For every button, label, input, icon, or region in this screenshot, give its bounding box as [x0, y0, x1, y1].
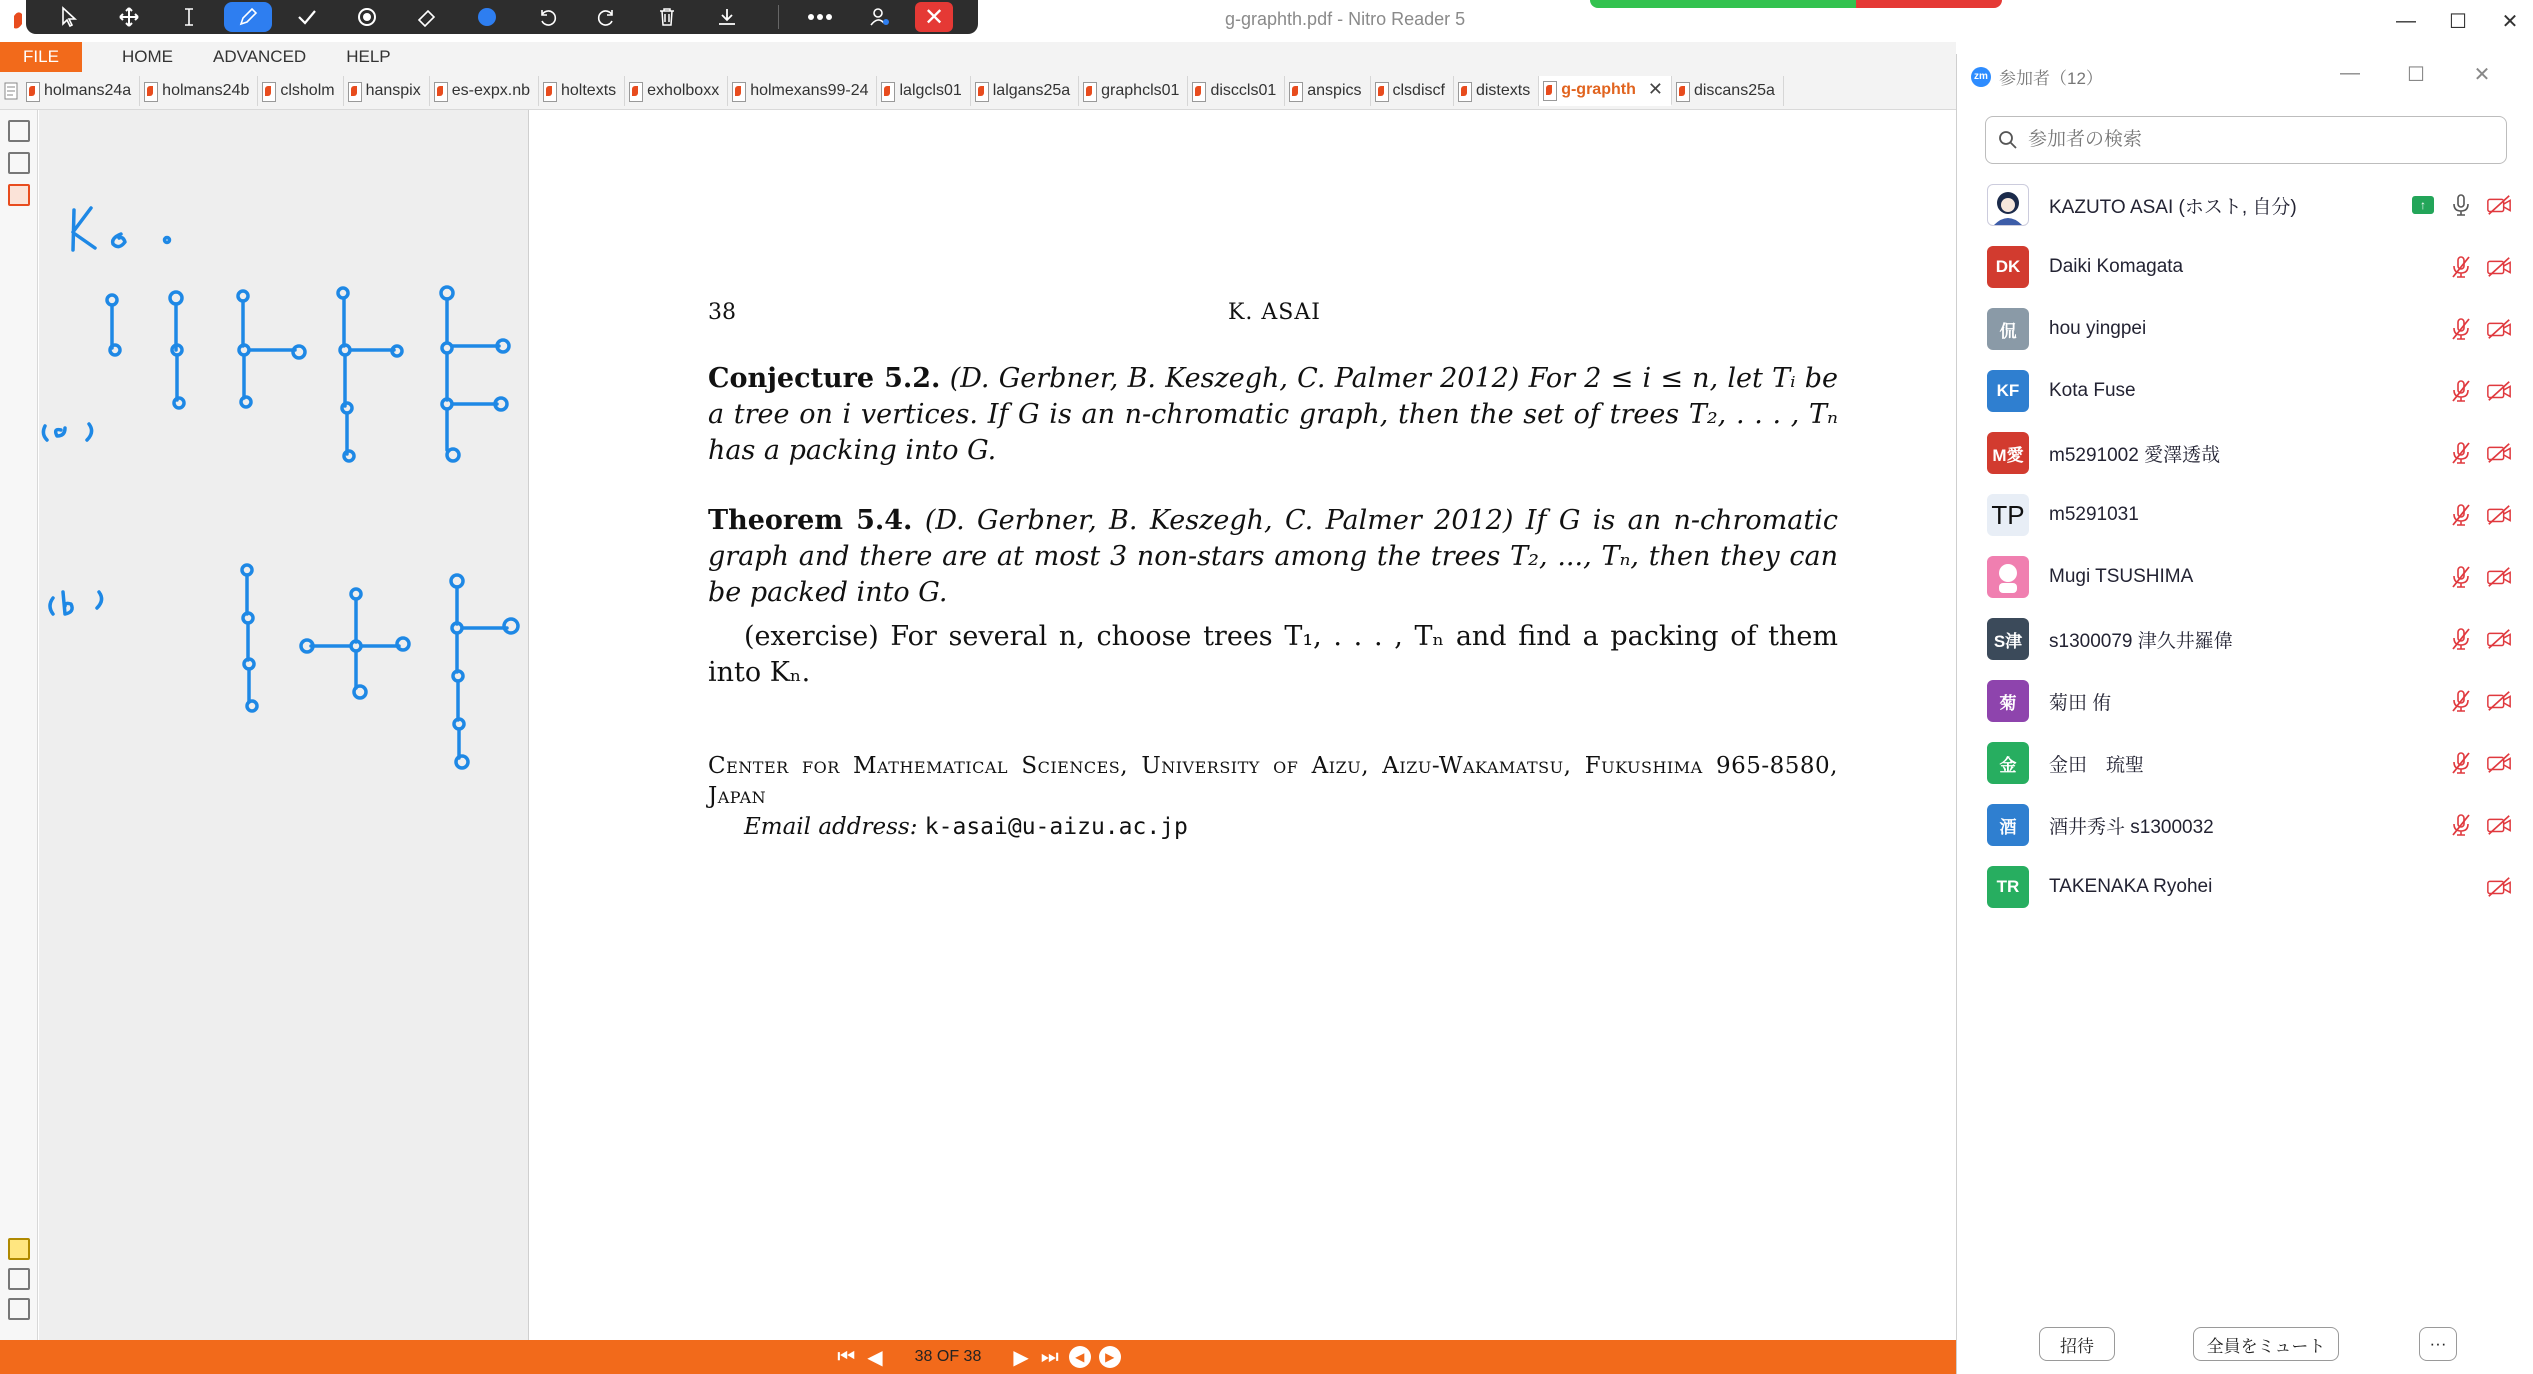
mute-all-button[interactable]: 全員をミュート [2193, 1327, 2339, 1361]
ink-tree-b1 [242, 565, 257, 711]
participant-row[interactable] [1957, 608, 2533, 670]
menu-home[interactable]: HOME [122, 47, 173, 66]
participant-status-icons [2436, 378, 2512, 404]
microphone-muted-icon [2448, 688, 2474, 714]
participant-status-icons [2436, 316, 2512, 342]
tab-hanspix[interactable] [344, 76, 430, 106]
participant-status-icons [2474, 874, 2512, 900]
camera-off-icon [2486, 254, 2512, 280]
nitro-app-icon [12, 10, 24, 30]
avatar: 菊 [1987, 680, 2029, 722]
tab-label: graphcls01 [1101, 81, 1180, 99]
author-address: Center for Mathematical Sciences, University of Aizu, Aizu-Wakamatsu, Fukushima 965-8580, Japan [708, 753, 1838, 809]
page-header [708, 300, 1838, 325]
conjecture-text: (D. Gerbner, B. Keszegh, C. Palmer 2012) For 2 ≤ i ≤ n, let Tᵢ be a tree on i vertices. If G is an n-chromatic graph, then the set of trees T₂, . . . , Tₙ has a packing into G. [708, 363, 1838, 466]
trash-icon[interactable] [642, 0, 692, 34]
microphone-muted-icon [2448, 626, 2474, 652]
page-number: 38 [708, 300, 736, 325]
redo-icon[interactable] [582, 0, 632, 34]
handwritten-tree-sketches [39, 110, 529, 1340]
connection-indicator-green [1590, 0, 1856, 8]
eraser-icon[interactable] [402, 0, 452, 34]
ink-label-a [43, 424, 91, 440]
window-controls [2380, 6, 2533, 36]
ink-tree-b3 [451, 575, 518, 768]
participant-row[interactable] [1957, 484, 2533, 546]
tab-label: holmans24a [44, 81, 132, 99]
participant-name: 酒井秀斗 s1300032 [2049, 816, 2214, 838]
panel-footer [1957, 1314, 2533, 1374]
participant-status-icons [2436, 750, 2512, 776]
toolbar-separator [778, 5, 779, 29]
pdf-file-icon [1289, 82, 1301, 100]
tab-label: hanspix [365, 81, 421, 99]
zoom-participants-panel [1956, 54, 2533, 1374]
camera-off-icon [2486, 874, 2512, 900]
last-page-icon[interactable]: ⏭ [1040, 1345, 1059, 1368]
panel-window-controls [2317, 62, 2515, 87]
camera-off-icon [2486, 564, 2512, 590]
comments-icon[interactable] [8, 1238, 30, 1260]
tab-es-expx-nb[interactable] [430, 76, 539, 106]
avatar: 侃 [1987, 308, 2029, 350]
tab-clsholm[interactable] [258, 76, 343, 106]
page-indicator[interactable]: 38 OF 38 [914, 1348, 982, 1365]
participant-row[interactable] [1957, 546, 2533, 608]
participants-header [1971, 64, 2103, 89]
download-icon[interactable] [702, 0, 752, 34]
first-page-icon[interactable]: ⏮ [837, 1345, 856, 1368]
participant-row[interactable] [1957, 856, 2533, 918]
avatar: TR [1987, 866, 2029, 908]
tab-label: discans25a [1693, 81, 1775, 99]
tab-clsdiscf[interactable] [1371, 76, 1454, 106]
participant-status-icons [2436, 688, 2512, 714]
participant-row[interactable] [1957, 360, 2533, 422]
pdf-file-icon [1083, 82, 1095, 100]
annotation-toolbar [26, 0, 978, 34]
tab-close-icon[interactable]: ✕ [1647, 79, 1663, 99]
participant-name: s1300079 津久井羅偉 [2049, 630, 2233, 652]
camera-off-icon [2486, 750, 2512, 776]
participant-status-icons [2436, 564, 2512, 590]
connection-indicator-red [1856, 0, 2002, 8]
avatar [1987, 556, 2029, 598]
camera-off-icon [2486, 192, 2512, 218]
microphone-muted-icon [2448, 316, 2474, 342]
conjecture-label: Conjecture 5.2. [708, 363, 941, 394]
search-input[interactable] [2028, 129, 2488, 151]
participant-status-icons [2398, 192, 2512, 218]
pdf-file-icon [144, 82, 156, 100]
select-icon[interactable] [44, 0, 94, 34]
participant-status-icons [2436, 254, 2512, 280]
pdf-file-icon [26, 82, 38, 100]
microphone-muted-icon [2448, 440, 2474, 466]
exercise-text: (exercise) For several n, choose trees T₁, . . . , Tₙ and find a packing of them into Kₙ. [708, 621, 1838, 688]
avatar: M愛 [1987, 432, 2029, 474]
tab-list-icon[interactable] [0, 76, 22, 106]
tab-label: holmans24b [162, 81, 250, 99]
participant-row[interactable] [1957, 794, 2533, 856]
ink-digit-6 [113, 234, 125, 247]
camera-off-icon [2486, 316, 2512, 342]
more-options-button[interactable]: ··· [2419, 1327, 2457, 1361]
email-label: Email address: [744, 814, 918, 840]
tab-label: disccls01 [1210, 81, 1277, 99]
color-dot-icon[interactable] [462, 0, 512, 34]
microphone-muted-icon [2448, 378, 2474, 404]
ink-tree-a4 [338, 288, 402, 461]
participants-title: 参加者（12） [1999, 69, 2103, 88]
ink-label-b [50, 592, 102, 614]
tab-disccls01[interactable] [1188, 76, 1285, 106]
ink-tree-a5 [441, 287, 509, 461]
theorem-text: (D. Gerbner, B. Keszegh, C. Palmer 2012) If G is an n-chromatic graph and there are at most 3 non-stars among the trees T₂, ..., Tₙ, then they can be packed into G. [708, 505, 1838, 608]
participant-row[interactable] [1957, 670, 2533, 732]
next-page-icon[interactable]: ▶ [1013, 1346, 1029, 1369]
tab-label: holmexans99-24 [750, 81, 869, 99]
output-icon[interactable] [8, 1298, 30, 1320]
text-cursor-icon[interactable] [164, 0, 214, 34]
previous-page-icon[interactable]: ◀ [867, 1346, 883, 1369]
conjecture-5-2 [708, 361, 1838, 469]
menu-bar [0, 42, 1956, 72]
menu-advanced[interactable]: ADVANCED [213, 47, 307, 66]
avatar: 金 [1987, 742, 2029, 784]
document-tabs [0, 72, 1956, 110]
panel-close-icon[interactable]: ✕ [2473, 64, 2491, 86]
minimize-icon[interactable]: — [2396, 9, 2416, 32]
ink-tree-b2 [301, 589, 409, 698]
pdf-file-icon [1375, 82, 1387, 100]
microphone-muted-icon [2448, 502, 2474, 528]
ink-tree-a3 [238, 291, 305, 407]
participant-name: TAKENAKA Ryohei [2049, 876, 2213, 897]
window-close-icon[interactable]: ✕ [2501, 10, 2519, 33]
maximize-icon[interactable]: ☐ [2449, 10, 2467, 33]
tab-distexts[interactable] [1454, 76, 1539, 106]
participant-name: Mugi TSUSHIMA [2049, 566, 2194, 587]
avatar: S津 [1987, 618, 2029, 660]
undo-icon[interactable] [522, 0, 572, 34]
participant-status-icons [2436, 440, 2512, 466]
pen-icon[interactable] [224, 2, 272, 32]
bookmarks-icon[interactable] [8, 152, 30, 174]
search-icon [1998, 130, 2018, 150]
participant-name: m5291031 [2049, 504, 2139, 525]
participant-name: hou yingpei [2049, 318, 2147, 339]
document-view[interactable] [530, 110, 1956, 1340]
running-head: K. ASAI [1228, 300, 1321, 325]
pdf-file-icon [975, 82, 987, 100]
theorem-5-4 [708, 503, 1838, 611]
tab-label: es-expx.nb [451, 81, 530, 99]
theorem-label: Theorem 5.4. [708, 505, 913, 536]
participant-status-icons [2436, 812, 2512, 838]
check-icon[interactable] [282, 0, 332, 34]
email-address[interactable]: k-asai@u-aizu.ac.jp [924, 814, 1188, 840]
participant-status-icons [2436, 626, 2512, 652]
tab-label: exholboxx [647, 81, 720, 99]
tab-holmans24a[interactable] [22, 76, 140, 106]
ink-tree-a2 [170, 292, 184, 408]
ink-tree-a1 [107, 295, 120, 355]
tab-holtexts[interactable] [539, 76, 625, 106]
tab-g-graphth[interactable] [1539, 76, 1672, 106]
avatar: TP [1987, 494, 2029, 536]
pdf-file-icon [881, 82, 893, 100]
pdf-file-icon [1543, 81, 1555, 99]
microphone-muted-icon [2448, 750, 2474, 776]
menu-file[interactable]: FILE [0, 42, 82, 72]
participant-status-icons [2436, 502, 2512, 528]
ink-dot [165, 238, 170, 243]
ink-scratch-pane[interactable] [39, 110, 529, 1340]
attachments-icon[interactable] [8, 184, 30, 206]
microphone-muted-icon [2448, 254, 2474, 280]
participant-row[interactable] [1957, 422, 2533, 484]
tab-label: clsholm [280, 81, 335, 99]
tab-label: g-graphth [1561, 80, 1636, 98]
tab-anspics[interactable] [1285, 76, 1370, 106]
participant-row[interactable] [1957, 236, 2533, 298]
panel-minimize-icon[interactable]: — [2340, 62, 2360, 84]
pdf-file-icon [1676, 82, 1688, 100]
status-bar [0, 1340, 1956, 1374]
tab-lalgans25a[interactable] [971, 76, 1079, 106]
close-icon[interactable]: ✕ [915, 2, 953, 32]
participant-row[interactable] [1957, 732, 2533, 794]
participant-list [1957, 174, 2533, 918]
more-icon[interactable] [795, 0, 845, 34]
avatar [1987, 184, 2029, 226]
stamp-icon[interactable] [342, 0, 392, 34]
camera-off-icon [2486, 626, 2512, 652]
tab-holmexans99-24[interactable] [728, 76, 877, 106]
panel-maximize-icon[interactable]: ☐ [2407, 64, 2425, 86]
participant-name: 菊田 侑 [2049, 692, 2112, 714]
participant-name: m5291002 愛澤透哉 [2049, 444, 2221, 466]
camera-off-icon [2486, 812, 2512, 838]
user-settings-icon[interactable] [855, 0, 905, 34]
screen-share-icon: ↑ [2410, 192, 2436, 218]
participant-name: Daiki Komagata [2049, 256, 2184, 277]
tab-graphcls01[interactable] [1079, 76, 1188, 106]
menu-help[interactable]: HELP [346, 47, 391, 66]
participant-row[interactable] [1957, 174, 2533, 236]
pages-panel-icon[interactable] [8, 120, 30, 142]
microphone-muted-icon [2448, 812, 2474, 838]
tab-label: anspics [1307, 81, 1362, 99]
tab-lalgcls01[interactable] [877, 76, 970, 106]
avatar: KF [1987, 370, 2029, 412]
tab-label: lalgans25a [992, 81, 1071, 99]
pdf-page [708, 300, 1838, 843]
tab-exholboxx[interactable] [625, 76, 728, 106]
participant-name: Kota Fuse [2049, 380, 2136, 401]
ink-letter-k [73, 208, 95, 250]
pdf-file-icon [348, 82, 360, 100]
camera-off-icon [2486, 688, 2512, 714]
microphone-muted-icon [2448, 564, 2474, 590]
participant-name: 金田 琉聖 [2049, 754, 2145, 776]
pdf-file-icon [1192, 82, 1204, 100]
tab-label: distexts [1475, 81, 1531, 99]
forward-view-icon[interactable]: ▶ [1099, 1346, 1121, 1368]
left-sidebar [0, 110, 38, 1340]
pdf-file-icon [262, 82, 274, 100]
pdf-file-icon [1458, 82, 1470, 100]
tab-label: lalgcls01 [899, 81, 962, 99]
author-email [708, 811, 1838, 843]
window-title: g-graphth.pdf - Nitro Reader 5 [1225, 9, 1466, 29]
participant-name: KAZUTO ASAI (ホスト, 自分) [2049, 196, 2297, 218]
microphone-icon [2448, 192, 2474, 218]
move-icon[interactable] [104, 0, 154, 34]
tab-label: holtexts [561, 81, 617, 99]
pdf-file-icon [434, 82, 446, 100]
camera-off-icon [2486, 440, 2512, 466]
pdf-file-icon [543, 82, 555, 100]
participant-search[interactable] [1985, 116, 2507, 164]
tab-discans25a[interactable] [1672, 76, 1784, 106]
camera-off-icon [2486, 378, 2512, 404]
participant-row[interactable] [1957, 298, 2533, 360]
avatar: DK [1987, 246, 2029, 288]
zoom-logo-icon: zm [1971, 67, 1991, 87]
camera-off-icon [2486, 502, 2512, 528]
back-view-icon[interactable]: ◀ [1069, 1346, 1091, 1368]
avatar: 酒 [1987, 804, 2029, 846]
layers-icon[interactable] [8, 1268, 30, 1290]
pdf-file-icon [732, 82, 744, 100]
pdf-file-icon [629, 82, 641, 100]
tab-holmans24b[interactable] [140, 76, 258, 106]
tab-label: clsdiscf [1392, 81, 1445, 99]
invite-button[interactable]: 招待 [2039, 1327, 2115, 1361]
